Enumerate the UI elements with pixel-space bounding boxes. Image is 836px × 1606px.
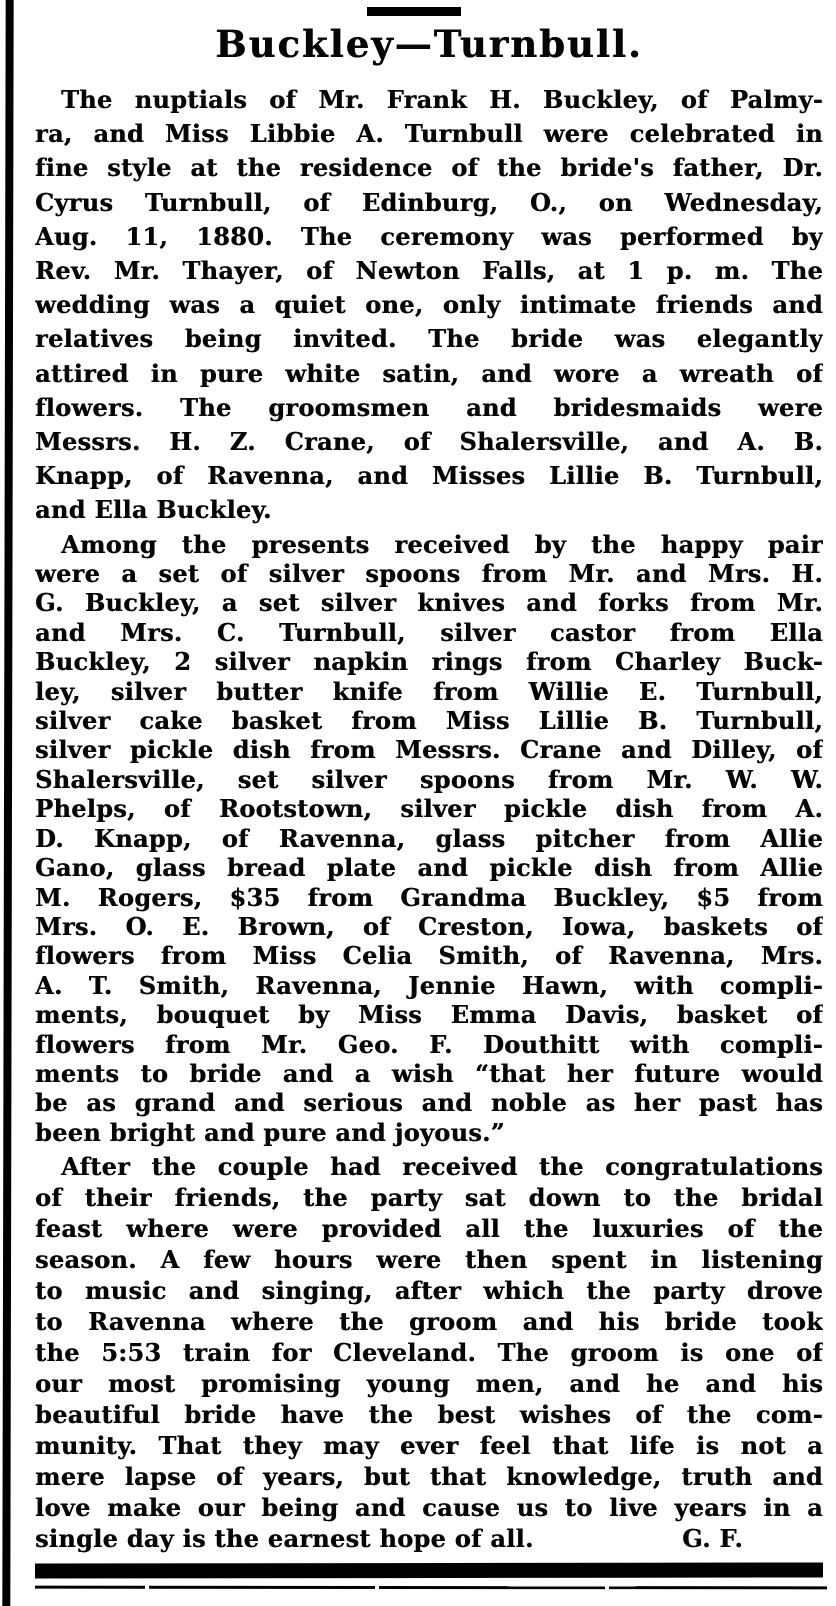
article-body [35, 83, 823, 1554]
text-line: attired in pure white satin, and wore a wreath of [35, 358, 823, 388]
text-line: A. T. Smith, Ravenna, Jennie Hawn, with compli- [35, 970, 823, 1000]
text-line: the 5:53 train for Cleveland. The groom is one of [35, 1338, 823, 1368]
text-line: beautiful bride have the best wishes of the com- [35, 1400, 823, 1430]
bottom-rule-thin [35, 1586, 827, 1590]
paragraph [35, 83, 823, 528]
text-line: of their friends, the party sat down to the bridal [35, 1183, 823, 1213]
text-line: been bright and pure and joyous.” [35, 1117, 505, 1147]
text-line: D. Knapp, of Ravenna, glass pitcher from Allie [35, 823, 823, 853]
text-line: were a set of silver spoons from Mr. and Mrs. H. [35, 559, 823, 589]
text-line: season. A few hours were then spent in listening [35, 1245, 823, 1275]
text-line: The nuptials of Mr. Frank H. Buckley, of Palmy- [61, 85, 823, 114]
text-line: relatives being invited. The bride was elegantly [35, 324, 823, 354]
text-line: Buckley, 2 silver napkin rings from Charley Buck- [35, 647, 823, 677]
text-line: and Ella Buckley. [35, 495, 272, 525]
text-line: Gano, glass bread plate and pickle dish from Allie [35, 853, 823, 883]
text-line: Mrs. O. E. Brown, of Creston, Iowa, baskets of [35, 911, 823, 941]
text-line: to Ravenna where the groom and his bride took [35, 1307, 823, 1337]
text-line: wedding was a quiet one, only intimate friends and [35, 290, 823, 320]
text-line: mere lapse of years, but that knowledge, truth and [35, 1462, 823, 1492]
text-line: ley, silver butter knife from Willie E. Turnbull, [35, 676, 823, 706]
text-line: Among the presents received by the happy pair [61, 529, 823, 559]
text-line [35, 1523, 823, 1554]
paragraph [35, 530, 823, 1148]
text-line: silver pickle dish from Messrs. Crane and Dilley, of [35, 735, 823, 765]
text-line: Cyrus Turnbull, of Edinburg, O., on Wednesday, [35, 187, 823, 217]
text-line: be as grand and serious and noble as her past has [35, 1088, 823, 1118]
text-line: M. Rogers, $35 from Grandma Buckley, $5 from [35, 882, 823, 912]
text-line: fine style at the residence of the bride's father, Dr. [35, 153, 823, 183]
text-line: G. Buckley, a set silver knives and forks from Mr. [35, 588, 823, 618]
closing-text: single day is the earnest hope of all. [35, 1524, 534, 1554]
text-line: flowers from Miss Celia Smith, of Ravenna, Mrs. [35, 941, 823, 971]
text-line: Aug. 11, 1880. The ceremony was performed by [35, 221, 823, 251]
text-line: feast where were provided all the luxuries of the [35, 1214, 823, 1244]
article-column [35, 0, 823, 1589]
left-column-rule [2, 0, 13, 1606]
text-line: flowers from Mr. Geo. F. Douthitt with compli- [35, 1029, 823, 1059]
text-line: our most promising young men, and he and his [35, 1369, 823, 1399]
text-line: ments, bouquet by Miss Emma Davis, basket of [35, 1000, 823, 1030]
text-line: silver cake basket from Miss Lillie B. Turnbull, [35, 706, 823, 736]
text-line: Messrs. H. Z. Crane, of Shalersville, and A. B. [35, 427, 823, 457]
author-initials: G. F. [682, 1524, 743, 1554]
bottom-rule-thick [35, 1563, 823, 1579]
article-title: Buckley—Turnbull. [215, 22, 643, 66]
text-line: munity. That they may ever feel that life is not a [35, 1431, 823, 1461]
headline-top-rule [367, 7, 461, 16]
text-line: flowers. The groomsmen and bridesmaids were [35, 392, 823, 422]
text-line: After the couple had received the congratulations [61, 1152, 823, 1182]
text-line: Shalersville, set silver spoons from Mr. W. W. [35, 764, 823, 794]
text-line: to music and singing, after which the party drove [35, 1276, 823, 1306]
text-line: and Mrs. C. Turnbull, silver castor from Ella [35, 617, 823, 647]
text-line: love make our being and cause us to live years in a [35, 1493, 823, 1523]
paragraph [35, 1151, 823, 1554]
text-line: Phelps, of Rootstown, silver pickle dish from A. [35, 794, 823, 824]
text-line: ra, and Miss Libbie A. Turnbull were celebrated in [35, 119, 823, 149]
text-line: ments to bride and a wish “that her future would [35, 1058, 823, 1088]
text-line: Rev. Mr. Thayer, of Newton Falls, at 1 p. m. The [35, 256, 823, 286]
text-line: Knapp, of Ravenna, and Misses Lillie B. Turnbull, [35, 461, 823, 491]
